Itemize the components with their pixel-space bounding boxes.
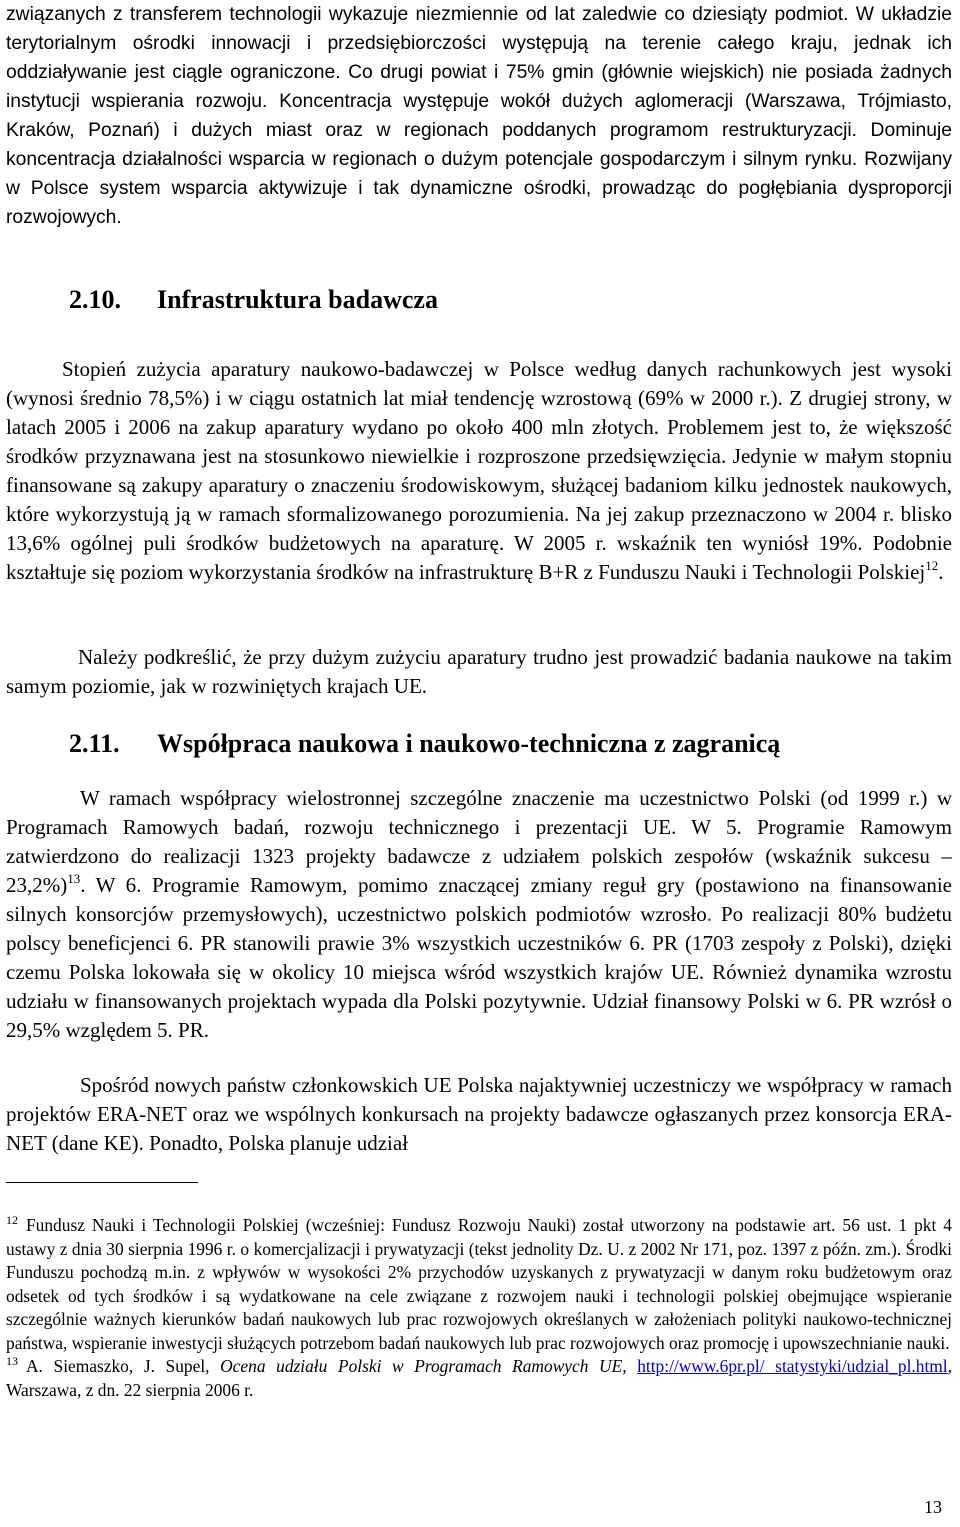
- section-number: 2.11.: [69, 729, 120, 758]
- footnote-authors: A. Siemaszko, J. Supel,: [26, 1356, 221, 1376]
- footnote-ref-13[interactable]: 13: [67, 871, 81, 886]
- framework-programmes-paragraph: [6, 784, 952, 1045]
- intro-paragraph: związanych z transferem technologii wykazuje niezmiennie od lat zaledwie co dziesiąty podmiot. W układzie terytorialnym ośrodki innowacji i przedsiębiorczości występują na terenie całego kraju, jednak ich oddziaływanie jest ciągle ograniczone. Co drugi powiat i 75% gmin (głównie wiejskich) nie posiada żadnych instytucji wspierania rozwoju. Koncentracja występuje wokół dużych aglomeracji (Warszawa, Trójmiasto, Kraków, Poznań) i dużych miast oraz w regionach poddanych programom restrukturyzacji. Dominuje koncentracja działalności wsparcia w regionach o dużym potencjale gospodarczym i silnym rynku. Rozwijany w Polsce system wsparcia aktywizuje i tak dynamiczne ośrodki, prowadząc do pogłębiania dysproporcji rozwojowych.: [6, 4, 952, 228]
- section-title: Współpraca naukowa i naukowo-techniczna z zagranicą: [157, 729, 781, 758]
- footnote-13: [6, 1355, 952, 1402]
- research-infrastructure-paragraph: [6, 355, 952, 587]
- paragraph-text: Po realizacji 80% budżetu polscy beneficjenci 6. PR stanowili prawie 3% wszystkich uczestników 6. PR (1703 zespoły z Polski), dzięki czemu Polska lokowała się w okolicy 10 miejsca wśród wszystkich krajów UE. Również dynamika wzrostu udziału w finansowanych projektach wypada dla Polski pozytywnie. Udział finansowy Polski w 6. PR wzrósł o 29,5% względem 5. PR.: [6, 902, 952, 1042]
- footnote-separator: [6, 1182, 198, 1183]
- footnote-ref-12[interactable]: 12: [925, 558, 939, 573]
- page-number: 13: [924, 1497, 942, 1517]
- section-heading-2-11: [69, 729, 780, 759]
- section-heading-2-10: [69, 285, 438, 315]
- paragraph-text: . W 6. Programie Ramowym, pomimo znaczącej zmiany reguł gry (postawiono na finansowanie silnych konsorcjów przemysłowych), uczestnictwo polskich podmiotów wzrosło: [6, 873, 952, 926]
- footnote-title: Ocena udziału Polski w Programach Ramowych UE,: [220, 1356, 627, 1376]
- equipment-wear-paragraph: Należy podkreślić, że przy dużym zużyciu aparatury trudno jest prowadzić badania naukowe na takim samym poziomie, jak w rozwiniętych krajach UE.: [6, 645, 952, 698]
- footnote-mark: 12: [6, 1213, 18, 1227]
- footnote-link[interactable]: http://www.6pr.pl/ statystyki/udzial_pl.html: [637, 1356, 948, 1376]
- section-title: Infrastruktura badawcza: [157, 285, 438, 314]
- paragraph-text-end: .: [938, 560, 944, 584]
- era-net-paragraph: Spośród nowych państw członkowskich UE Polska najaktywniej uczestniczy we współpracy w ramach projektów ERA-NET oraz we wspólnych konkursach na projekty badawcze ogłaszanych przez konsorcja ERA-NET (dane KE). Ponadto, Polska planuje udział: [6, 1073, 952, 1155]
- red-period: .: [706, 902, 712, 926]
- paragraph-text: W ramach współpracy wielostronnej szczególne znaczenie ma uczestnictwo Polski (od 1999 r.) w Programach Ramowych badań, rozwoju technicznego i prezentacji UE. W 5. Programie Ramowym zatwierdzono do realizacji 1323 projekty badawcze z udziałem polskich zespołów (wskaźnik sukcesu – 23,2%): [6, 786, 952, 897]
- footnotes: [6, 1214, 952, 1402]
- footnote-tail: , Warszawa, z dn. 22 sierpnia 2006 r.: [6, 1356, 952, 1400]
- paragraph-text: Stopień zużycia aparatury naukowo-badawczej w Polsce według danych rachunkowych jest wysoki (wynosi średnio 78,5%) i w ciągu ostatnich lat miał tendencję wzrostową (69% w 2000 r.). Z drugiej strony, w latach 2005 i 2006 na zakup aparatury wydano po około 400 mln złotych. Problemem jest to, że większość środków przyznawana jest na stosunkowo niewielkie i rozproszone przedsięwzięcia. Jedynie w małym stopniu finansowane są zakupy aparatury o znaczeniu środowiskowym, służącej badaniom kilku jednostek naukowych, które wykorzystują ją w ramach sformalizowanego porozumienia. Na jej zakup przeznaczono w 2004 r. blisko 13,6% ogólnej puli środków budżetowych na aparaturę. W 2005 r. wskaźnik ten wyniósł 19%. Podobnie kształtuje się poziom wykorzystania środków na infrastrukturę B+R z Funduszu Nauki i Technologii Polskiej: [6, 357, 952, 584]
- section-number: 2.10.: [69, 285, 121, 314]
- footnote-text: Fundusz Nauki i Technologii Polskiej (wcześniej: Fundusz Rozwoju Nauki) został utworzony na podstawie art. 56 ust. 1 pkt 4 ustawy z dnia 30 sierpnia 1996 r. o komercjalizacji i prywatyzacji (tekst jednolity Dz. U. z 2002 Nr 171, poz. 1397 z późn. zm.). Środki Funduszu pochodzą m.in. z wpływów w wysokości 2% przychodów uzyskanych z prywatyzacji w danym roku budżetowym oraz odsetek od tych środków i są wydatkowane na cele związane z rozwojem nauki i technologii polskiej obejmujące wspieranie szczególnie ważnych kierunków badań naukowych lub prac rozwojowych określanych w założeniach polityki naukowo-technicznej państwa, wspieranie inwestycji służących potrzebom badań naukowych lub prac rozwojowych oraz promocję i upowszechnianie nauki.: [6, 1215, 952, 1353]
- footnote-mark: 13: [6, 1354, 18, 1368]
- footnote-12: [6, 1214, 952, 1355]
